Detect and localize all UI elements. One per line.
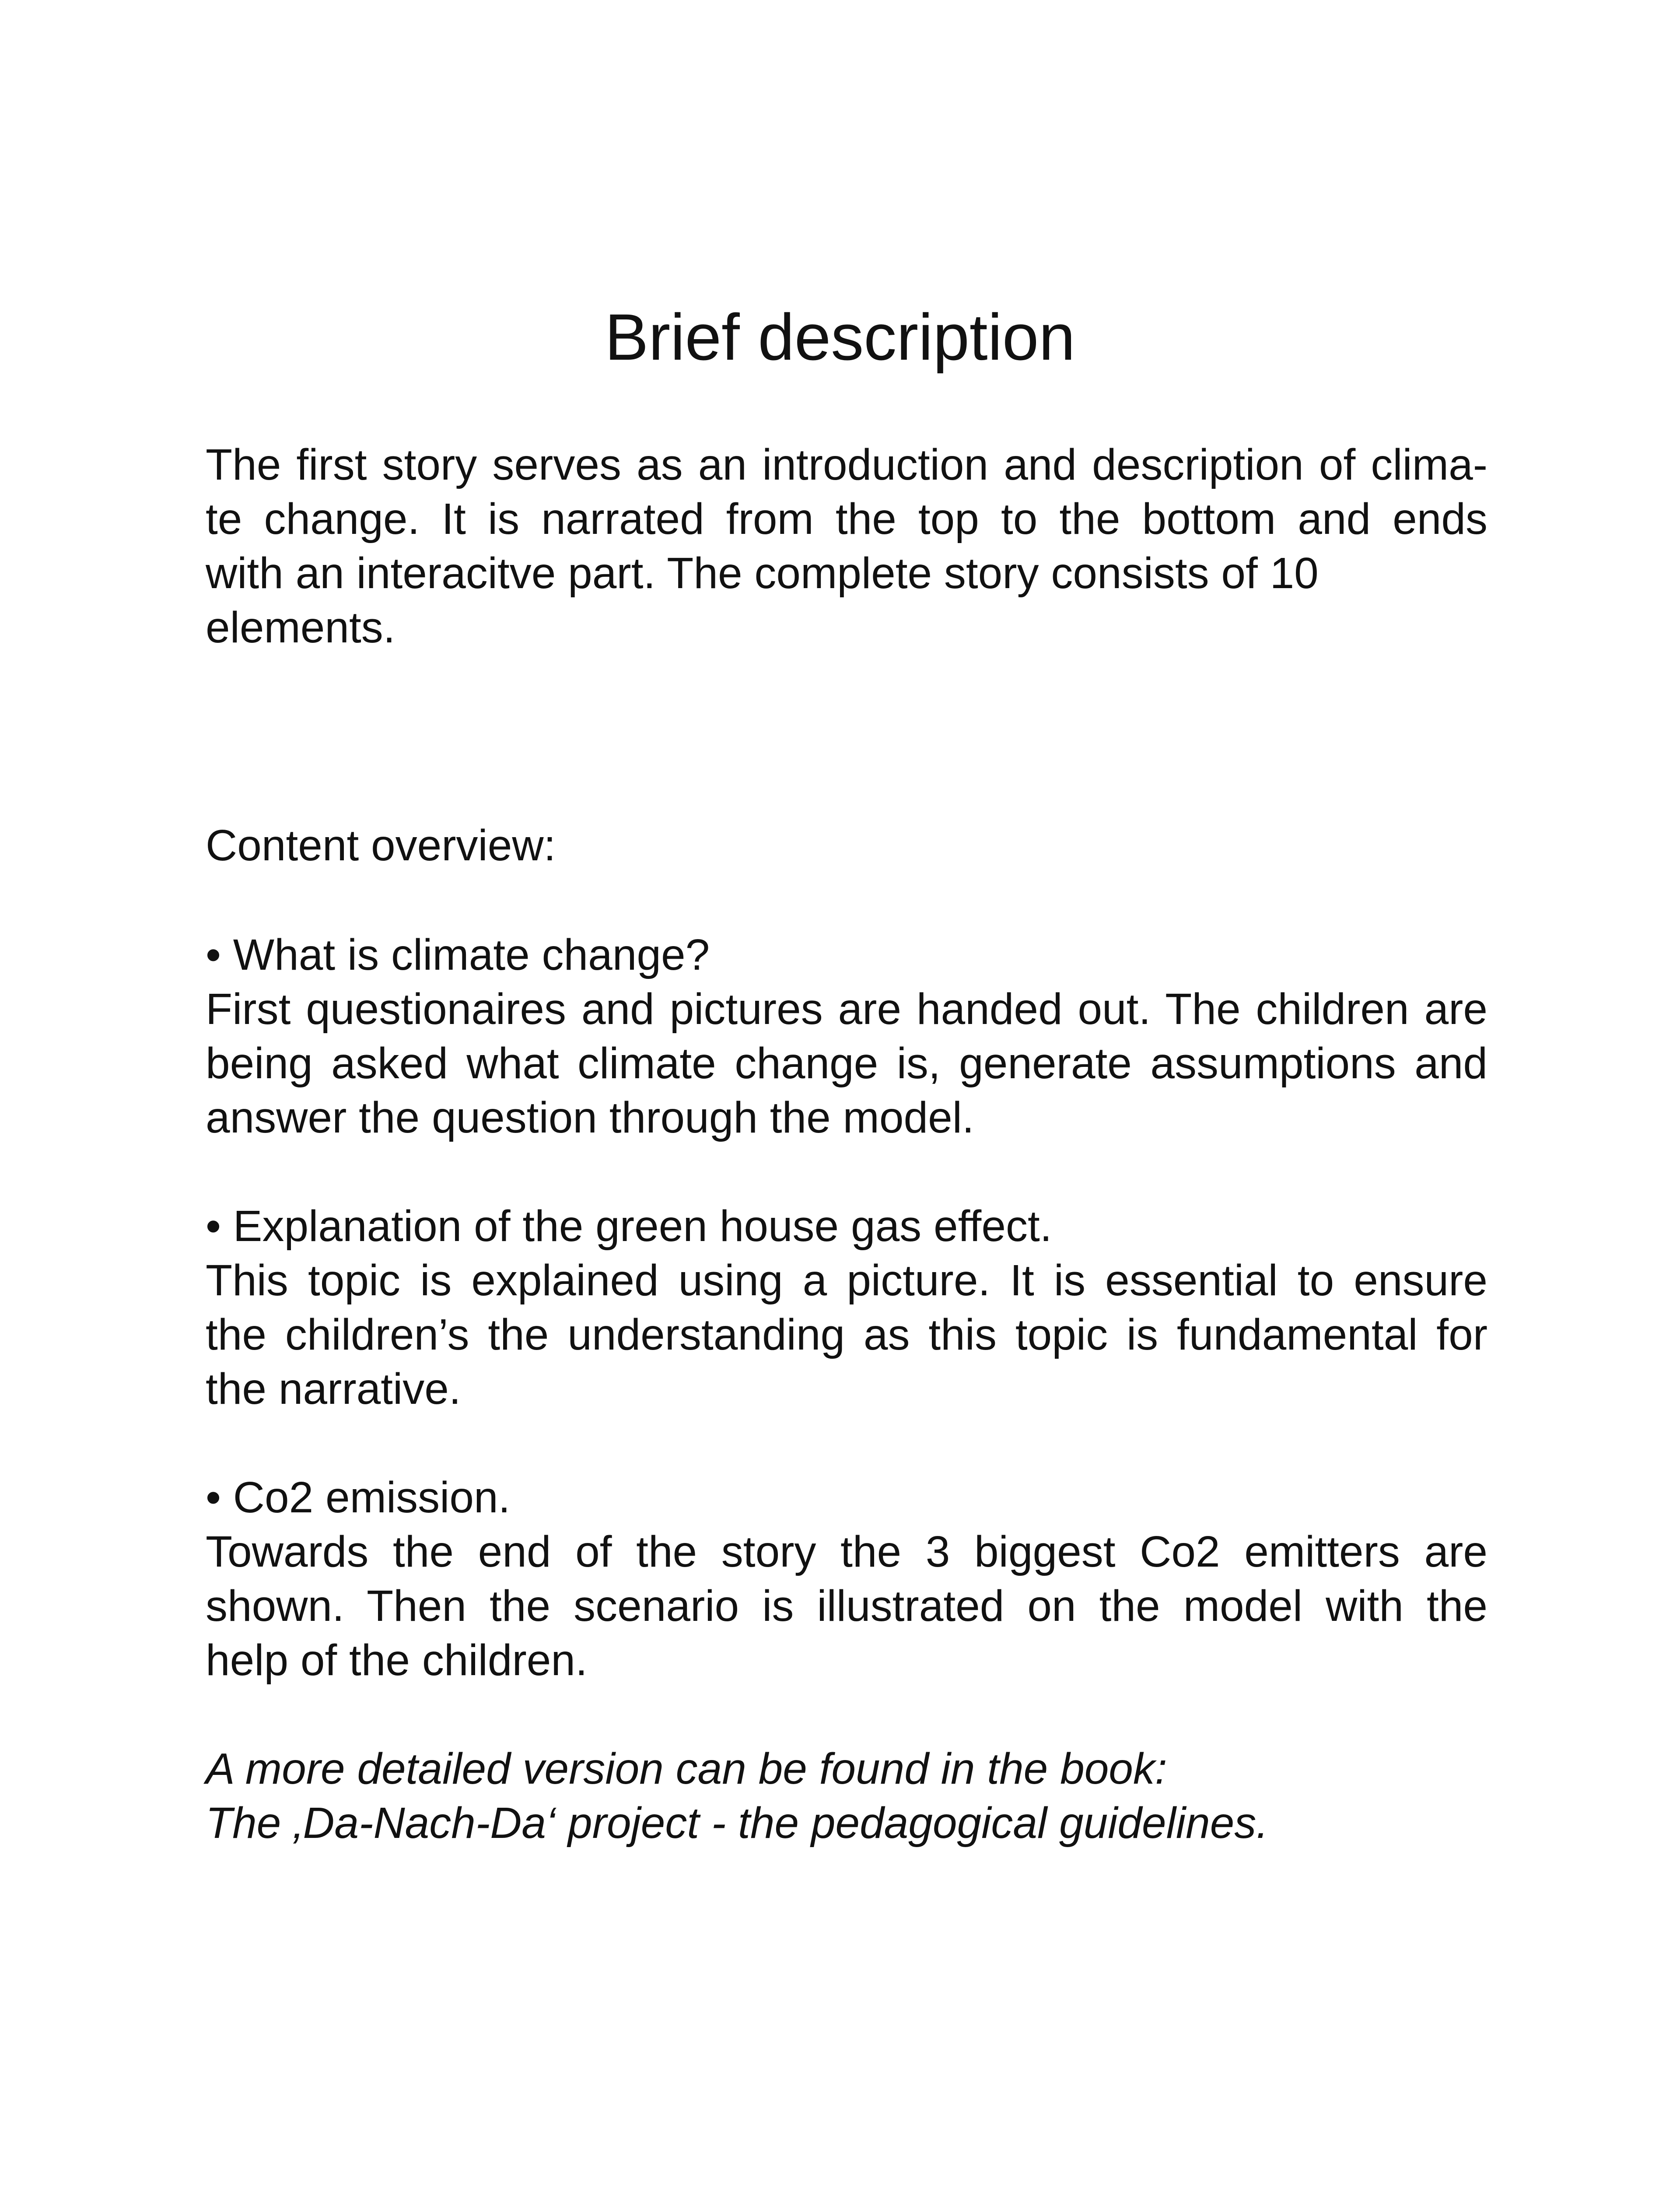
section-line: shown. Then the scenario is illustrated on the model with the	[206, 1581, 1488, 1630]
section-heading: • Explanation of the green house gas effect.	[206, 1202, 1052, 1251]
section-line: First questionaires and pictures are handed out. The children are	[206, 985, 1488, 1034]
section-line: This topic is explained using a picture. It is essential to ensure	[206, 1256, 1488, 1305]
intro-line: elements.	[206, 603, 396, 652]
section-heading: • What is climate change?	[206, 930, 710, 979]
note-line: The ‚Da-Nach-Da‘ project - the pedagogical guidelines.	[206, 1799, 1269, 1848]
section-line: being asked what climate change is, generate assumptions and	[206, 1039, 1488, 1088]
section-line: help of the children.	[206, 1636, 588, 1685]
book-reference-note	[206, 1742, 1488, 1850]
intro-paragraph	[206, 438, 1488, 655]
page-title: Brief description	[605, 300, 1075, 374]
intro-line: te change. It is narrated from the top to the bottom and ends	[206, 494, 1488, 543]
content-overview-label: Content overview:	[206, 821, 556, 870]
intro-line: The first story serves as an introduction and description of clima-	[206, 440, 1488, 489]
section-greenhouse-effect	[206, 1199, 1488, 1416]
section-co2-emission	[206, 1470, 1488, 1687]
section-line: the narrative.	[206, 1364, 461, 1413]
note-line: A more detailed version can be found in the book:	[206, 1744, 1167, 1793]
section-line: Towards the end of the story the 3 biggest Co2 emitters are	[206, 1527, 1488, 1576]
section-heading: • Co2 emission.	[206, 1473, 511, 1522]
section-line: the children’s the understanding as this topic is fundamental for	[206, 1310, 1488, 1359]
intro-line: with an interacitve part. The complete story consists of 10	[206, 549, 1319, 598]
section-line: answer the question through the model.	[206, 1093, 974, 1142]
section-climate-change	[206, 928, 1488, 1145]
